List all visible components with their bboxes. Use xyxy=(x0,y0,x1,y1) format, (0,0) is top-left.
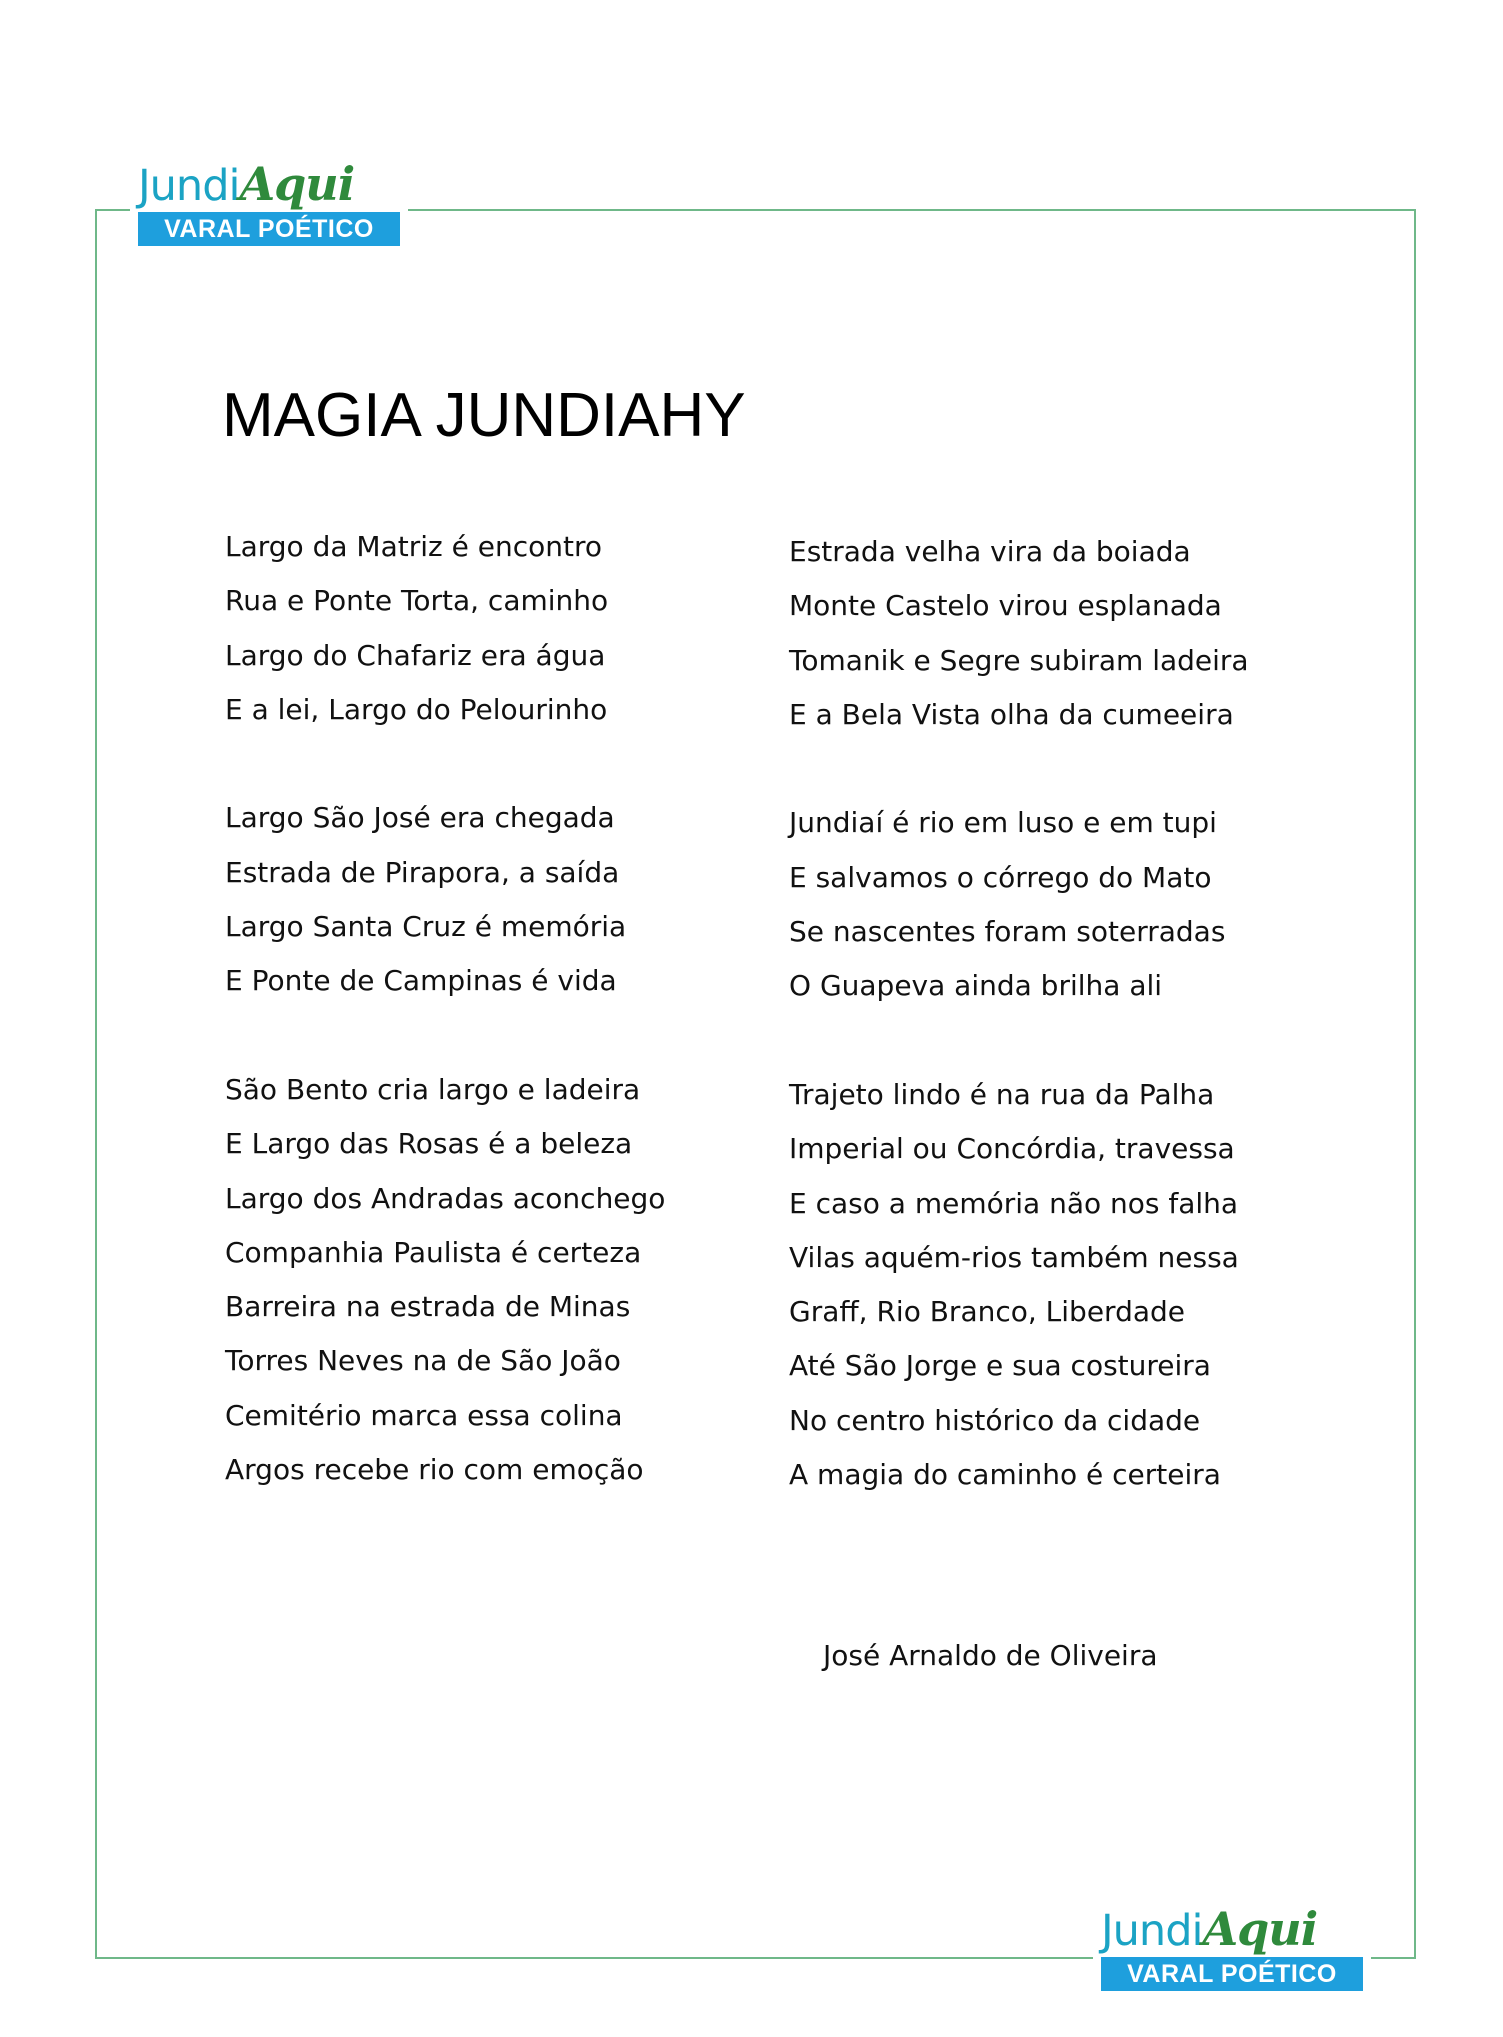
brand-wordmark xyxy=(1101,1903,1363,1955)
poem-line: Até São Jorge e sua costureira xyxy=(789,1349,1211,1383)
poem-line: São Bento cria largo e ladeira xyxy=(225,1072,641,1106)
poem-title: MAGIA JUNDIAHY xyxy=(222,381,746,450)
stanza xyxy=(789,525,1349,742)
poem-line: E salvamos o córrego do Mato xyxy=(789,860,1212,894)
poem-line: Estrada de Pirapora, a saída xyxy=(225,855,620,889)
poem-line: Jundiaí é rio em luso e em tupi xyxy=(789,806,1217,840)
brand-banner: VARAL POÉTICO xyxy=(138,212,400,246)
poem-author: José Arnaldo de Oliveira xyxy=(823,1639,1158,1672)
poem-line: Companhia Paulista é certeza xyxy=(225,1235,642,1269)
brand-name-part1: Jundi xyxy=(1101,1906,1203,1956)
poem-line: Imperial ou Concórdia, travessa xyxy=(789,1132,1235,1166)
poem-column-right xyxy=(789,525,1349,1502)
poem-line: Graff, Rio Branco, Liberdade xyxy=(789,1295,1186,1329)
poem-line: Largo São José era chegada xyxy=(225,801,615,835)
poem-line: Largo dos Andradas aconchego xyxy=(225,1181,666,1215)
poem-line: Trajeto lindo é na rua da Palha xyxy=(789,1077,1215,1111)
brand-wordmark xyxy=(138,158,400,210)
poem-line: Se nascentes foram soterradas xyxy=(789,915,1226,949)
poem-line: Largo do Chafariz era água xyxy=(225,638,606,672)
poem-line: E a lei, Largo do Pelourinho xyxy=(225,692,608,726)
stanza xyxy=(225,791,785,1008)
poem-line: Estrada velha vira da boiada xyxy=(789,535,1191,568)
brand-logo-bottom xyxy=(1093,1903,1371,1991)
poem-line: Vilas aquém-rios também nessa xyxy=(789,1240,1239,1274)
poem-line: No centro histórico da cidade xyxy=(789,1403,1201,1437)
poem-line: Tomanik e Segre subiram ladeira xyxy=(789,643,1249,677)
poem-line: E Ponte de Campinas é vida xyxy=(225,964,617,998)
poem-line: Largo Santa Cruz é memória xyxy=(225,910,627,944)
poem-line: O Guapeva ainda brilha ali xyxy=(789,969,1163,1003)
poem-line: E Largo das Rosas é a beleza xyxy=(225,1127,633,1161)
stanza xyxy=(225,520,785,737)
brand-banner: VARAL POÉTICO xyxy=(1101,1957,1363,1991)
brand-name-part1: Jundi xyxy=(138,161,240,211)
poem-line: Barreira na estrada de Minas xyxy=(225,1290,631,1324)
brand-name-part2: Aqui xyxy=(1202,1902,1318,1956)
poem-line: E a Bela Vista olha da cumeeira xyxy=(789,697,1234,731)
stanza xyxy=(225,1063,785,1497)
poem-line: Rua e Ponte Torta, caminho xyxy=(225,584,609,618)
poem-line: Cemitério marca essa colina xyxy=(225,1398,623,1432)
stanza xyxy=(789,1068,1349,1502)
poem-line: Argos recebe rio com emoção xyxy=(225,1453,644,1487)
stanza xyxy=(789,796,1349,1013)
poem-column-left xyxy=(225,520,785,1497)
poem-line: Monte Castelo virou esplanada xyxy=(789,589,1222,623)
brand-logo-top xyxy=(130,158,408,246)
poem-line: A magia do caminho é certeira xyxy=(789,1458,1221,1492)
poem-line: E caso a memória não nos falha xyxy=(789,1186,1239,1220)
brand-name-part2: Aqui xyxy=(239,157,355,211)
poem-line: Torres Neves na de São João xyxy=(225,1344,621,1378)
poem-line: Largo da Matriz é encontro xyxy=(225,530,602,563)
